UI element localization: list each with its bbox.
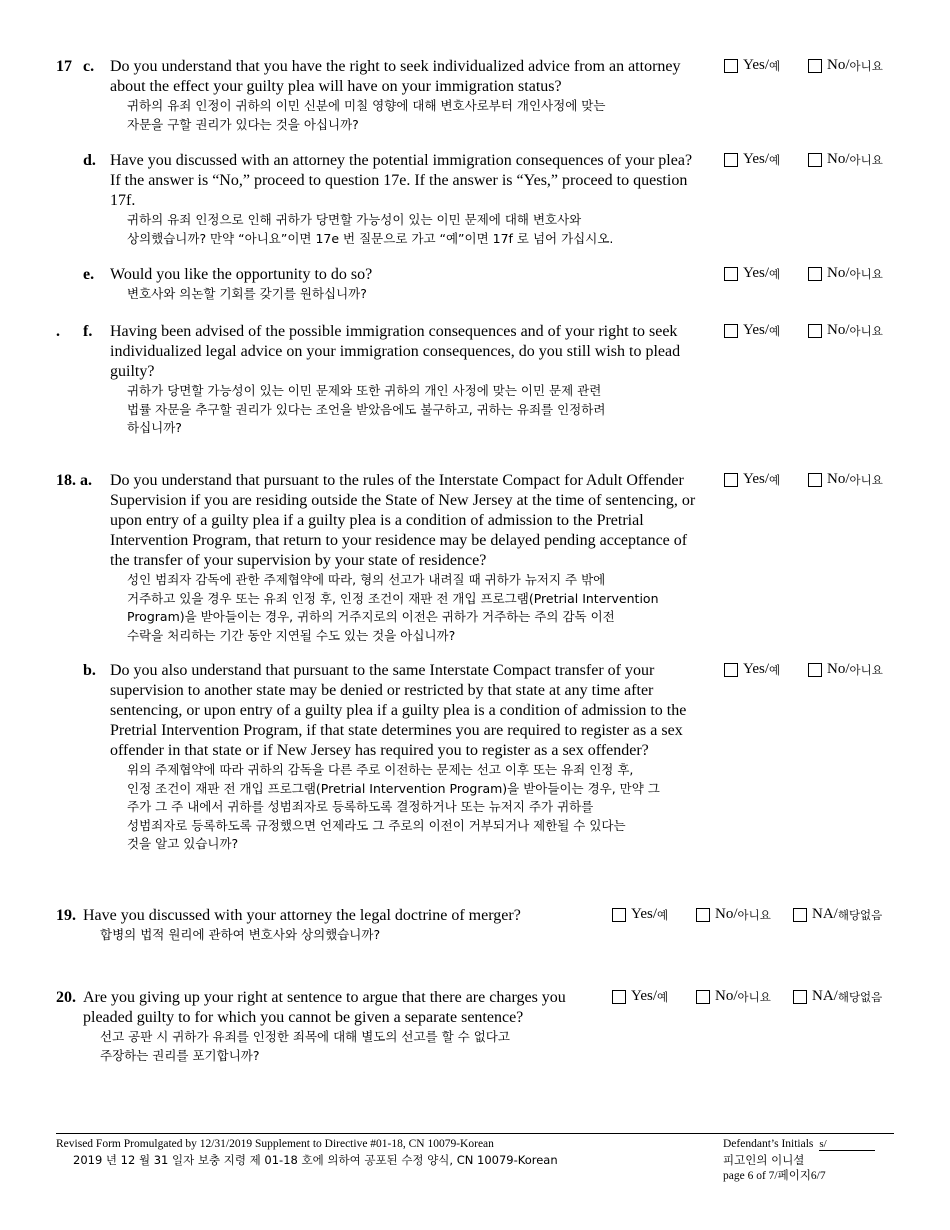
korean-line: 주장하는 권리를 포기합니까? xyxy=(100,1047,260,1063)
na-label-ko: 해당없음 xyxy=(837,989,883,1004)
no-label: No/ xyxy=(715,906,738,922)
q17c-yes-checkbox[interactable] xyxy=(724,57,780,74)
q18b-yes-checkbox[interactable] xyxy=(724,661,780,678)
yes-label-ko: 예 xyxy=(657,989,669,1004)
yes-label: Yes/ xyxy=(743,471,769,487)
no-label: No/ xyxy=(827,322,850,338)
footer-initials-block xyxy=(723,1136,895,1184)
yes-label: Yes/ xyxy=(743,57,769,73)
korean-line: 귀하의 유죄 인정이 귀하의 이민 신분에 미칠 영향에 대해 변호사로부터 개인사정에 맞는 xyxy=(127,98,606,113)
checkbox-icon[interactable] xyxy=(696,908,710,922)
question-17f-letter: f. xyxy=(83,323,93,340)
footer-divider xyxy=(56,1133,894,1134)
korean-line: Program)을 받아들이는 경우, 귀하의 거주지로의 이전은 귀하가 거주하는 주의 감독 이전 xyxy=(127,609,615,624)
checkbox-icon[interactable] xyxy=(724,324,738,338)
yes-label-ko: 예 xyxy=(769,323,781,338)
na-label: NA/ xyxy=(812,906,838,922)
korean-line: 자문을 구할 권리가 있다는 것을 아십니까? xyxy=(127,116,359,132)
no-label-ko: 아니요 xyxy=(849,152,883,167)
checkbox-icon[interactable] xyxy=(724,153,738,167)
q20-yes-checkbox[interactable] xyxy=(612,988,668,1005)
korean-line: 것을 알고 있습니까? xyxy=(127,836,239,851)
yes-label-ko: 예 xyxy=(769,152,781,167)
na-label: NA/ xyxy=(812,988,838,1004)
question-17e xyxy=(110,265,700,304)
no-label-ko: 아니요 xyxy=(849,472,883,487)
no-label-ko: 아니요 xyxy=(849,266,883,281)
na-label-ko: 해당없음 xyxy=(837,907,883,922)
footer-revision xyxy=(56,1136,696,1168)
yes-label: Yes/ xyxy=(631,988,657,1004)
question-20-english: Are you giving up your right at sentence to argue that there are charges you pleaded guilty to for which you cannot be given a separate sentence? xyxy=(83,989,566,1026)
korean-line: 귀하가 당면할 가능성이 있는 이민 문제와 또한 귀하의 개인 사정에 맞는 이민 문제 관련 xyxy=(127,383,602,398)
q18b-no-checkbox[interactable] xyxy=(808,661,883,678)
checkbox-icon[interactable] xyxy=(808,59,822,73)
question-17d-letter: d. xyxy=(83,152,96,169)
question-19-english: Have you discussed with your attorney the legal doctrine of merger? xyxy=(83,907,521,924)
yes-label-ko: 예 xyxy=(769,58,781,73)
yes-label: Yes/ xyxy=(743,151,769,167)
yes-label: Yes/ xyxy=(631,906,657,922)
q19-yes-checkbox[interactable] xyxy=(612,906,668,923)
no-label: No/ xyxy=(827,151,850,167)
q17e-no-checkbox[interactable] xyxy=(808,265,883,282)
korean-line: 합병의 법적 원리에 관하여 변호사와 상의했습니까? xyxy=(100,927,381,942)
q17e-yes-checkbox[interactable] xyxy=(724,265,780,282)
checkbox-icon[interactable] xyxy=(724,267,738,281)
checkbox-icon[interactable] xyxy=(808,473,822,487)
question-17e-english: Would you like the opportunity to do so? xyxy=(110,266,373,283)
q17d-no-checkbox[interactable] xyxy=(808,151,883,168)
question-17f-korean xyxy=(110,382,700,438)
korean-line: 성범죄자로 등록하도록 규정했으면 언제라도 그 주로의 이전이 거부되거나 제한될 수 있다는 xyxy=(127,817,626,833)
korean-line: 위의 주제협약에 따라 귀하의 감독을 다른 주로 이전하는 문제는 선고 이후 또는 유죄 인정 후, xyxy=(127,762,634,777)
checkbox-icon[interactable] xyxy=(612,908,626,922)
checkbox-icon[interactable] xyxy=(808,663,822,677)
korean-line: 하십니까? xyxy=(127,420,182,435)
question-20 xyxy=(83,988,593,1065)
korean-line: 수락을 처리하는 기간 동안 지연될 수도 있는 것을 아십니까? xyxy=(127,627,456,643)
question-17d-korean xyxy=(110,211,700,248)
q17d-yes-checkbox[interactable] xyxy=(724,151,780,168)
yes-label-ko: 예 xyxy=(769,266,781,281)
question-19-korean xyxy=(83,926,593,945)
checkbox-icon[interactable] xyxy=(724,59,738,73)
q20-na-checkbox[interactable] xyxy=(793,988,882,1005)
yes-label-ko: 예 xyxy=(769,472,781,487)
question-18b-letter: b. xyxy=(83,662,96,679)
question-17c-korean xyxy=(110,97,700,134)
no-label: No/ xyxy=(827,661,850,677)
checkbox-icon[interactable] xyxy=(793,908,807,922)
checkbox-icon[interactable] xyxy=(808,267,822,281)
question-17c-english: Do you understand that you have the right to seek individualized advice from an attorney about the effect your guilty plea will have on your immigration status? xyxy=(110,58,681,95)
question-17f-english: Having been advised of the possible immigration consequences and of your right to seek individualized legal advice on your immigration consequences, do you still wish to plead guilty? xyxy=(110,323,681,380)
checkbox-icon[interactable] xyxy=(808,153,822,167)
korean-line: 상의했습니까? 만약 “아니요”이면 17e 번 질문으로 가고 “예”이면 17f 로 넘어 가십시오. xyxy=(127,230,614,246)
no-label: No/ xyxy=(827,57,850,73)
q17f-no-checkbox[interactable] xyxy=(808,322,883,339)
question-20-number: 20. xyxy=(56,989,76,1006)
question-17d xyxy=(110,151,700,248)
footer-revision-korean: 2019 년 12 월 31 일자 보충 지령 제 01-18 호에 의하여 공포된 수정 양식, CN 10079-Korean xyxy=(73,1153,558,1167)
korean-line: 귀하의 유죄 인정으로 인해 귀하가 당면할 가능성이 있는 이민 문제에 대해 변호사와 xyxy=(127,212,582,227)
q20-no-checkbox[interactable] xyxy=(696,988,771,1005)
q19-no-checkbox[interactable] xyxy=(696,906,771,923)
question-18a-english: Do you understand that pursuant to the rules of the Interstate Compact for Adult Offender Supervision if you are residing outside the State of New Jersey at the time of sentencing, or upon entry of a guilty plea if a guilty plea is a condition of admission to the Pretrial Intervention Program, that return to your residence may be delayed pending acceptance of the transfer of your supervision by your state of residence? xyxy=(110,472,696,569)
question-17-number: 17 xyxy=(56,58,72,75)
question-17f xyxy=(110,322,700,438)
q18a-no-checkbox[interactable] xyxy=(808,471,883,488)
no-label-ko: 아니요 xyxy=(737,989,771,1004)
no-label-ko: 아니요 xyxy=(737,907,771,922)
question-19 xyxy=(83,906,593,945)
question-17e-letter: e. xyxy=(83,266,95,283)
q19-na-checkbox[interactable] xyxy=(793,906,882,923)
korean-line: 주가 그 주 내에서 귀하를 성범죄자로 등록하도록 결정하거나 또는 뉴저지 주가 귀하를 xyxy=(127,799,594,814)
yes-label: Yes/ xyxy=(743,661,769,677)
q18a-yes-checkbox[interactable] xyxy=(724,471,780,488)
initials-row xyxy=(723,1136,895,1152)
question-18b-korean xyxy=(110,761,706,854)
question-18a-korean xyxy=(110,571,706,645)
korean-line: 선고 공판 시 귀하가 유죄를 인정한 죄목에 대해 별도의 선고를 할 수 없다고 xyxy=(100,1029,510,1044)
yes-label-ko: 예 xyxy=(769,662,781,677)
yes-label: Yes/ xyxy=(743,322,769,338)
korean-line: 성인 범죄자 감독에 관한 주제협약에 따라, 형의 선고가 내려질 때 귀하가 뉴저지 주 밖에 xyxy=(127,572,606,587)
question-18a-number: 18. a. xyxy=(56,472,92,489)
question-17d-english: Have you discussed with an attorney the potential immigration consequences of your plea? If the answer is “No,” proceed to question 17e. If the answer is “Yes,” proceed to question 17f. xyxy=(110,152,693,209)
korean-line: 변호사와 의논할 기회를 갖기를 원하십니까? xyxy=(127,286,367,301)
checkbox-icon[interactable] xyxy=(793,990,807,1004)
initials-label-korean: 피고인의 이니셜 xyxy=(723,1153,805,1167)
question-18b xyxy=(110,661,706,854)
korean-line: 법률 자문을 추구할 권리가 있다는 조언을 받았음에도 불구하고, 귀하는 유죄를 인정하려 xyxy=(127,401,606,417)
question-17c-letter: c. xyxy=(83,58,95,75)
initials-label: Defendant’s Initials xyxy=(723,1138,814,1150)
no-label-ko: 아니요 xyxy=(849,662,883,677)
korean-line: 거주하고 있을 경우 또는 유죄 인정 후, 인정 조건이 재판 전 개입 프로그램(Pretrial Intervention xyxy=(127,590,659,606)
checkbox-icon[interactable] xyxy=(696,990,710,1004)
yes-label: Yes/ xyxy=(743,265,769,281)
yes-label-ko: 예 xyxy=(657,907,669,922)
question-19-number: 19. xyxy=(56,907,76,924)
initials-field[interactable]: s/ xyxy=(819,1138,875,1151)
q17c-no-checkbox[interactable] xyxy=(808,57,883,74)
question-18b-english: Do you also understand that pursuant to the same Interstate Compact transfer of your supervision to another state may be denied or restricted by that state at any time after sentencing, or upon entry of a guilty plea if a guilty plea is a condition of admission to the Pretrial Intervention Program, if that state determines you are required to register as a sex offender in that state or if New Jersey has required you to register as a sex offender? xyxy=(110,662,687,759)
checkbox-icon[interactable] xyxy=(808,324,822,338)
korean-line: 인정 조건이 재판 전 개입 프로그램(Pretrial Intervention Program)을 받아들이는 경우, 만약 그 xyxy=(127,780,660,796)
no-label: No/ xyxy=(715,988,738,1004)
footer-revision-english: Revised Form Promulgated by 12/31/2019 Supplement to Directive #01-18, CN 10079-Korean xyxy=(56,1138,494,1150)
no-label-ko: 아니요 xyxy=(849,323,883,338)
no-label-ko: 아니요 xyxy=(849,58,883,73)
question-18a xyxy=(110,471,706,645)
question-17c xyxy=(110,57,700,134)
q17f-yes-checkbox[interactable] xyxy=(724,322,780,339)
question-17e-korean xyxy=(110,285,700,304)
question-20-korean xyxy=(83,1028,593,1065)
no-label: No/ xyxy=(827,265,850,281)
checkbox-icon[interactable] xyxy=(724,663,738,677)
page-number: page 6 of 7/페이지6/7 xyxy=(723,1170,826,1182)
checkbox-icon[interactable] xyxy=(612,990,626,1004)
checkbox-icon[interactable] xyxy=(724,473,738,487)
question-17f-bullet: . xyxy=(56,323,60,340)
no-label: No/ xyxy=(827,471,850,487)
